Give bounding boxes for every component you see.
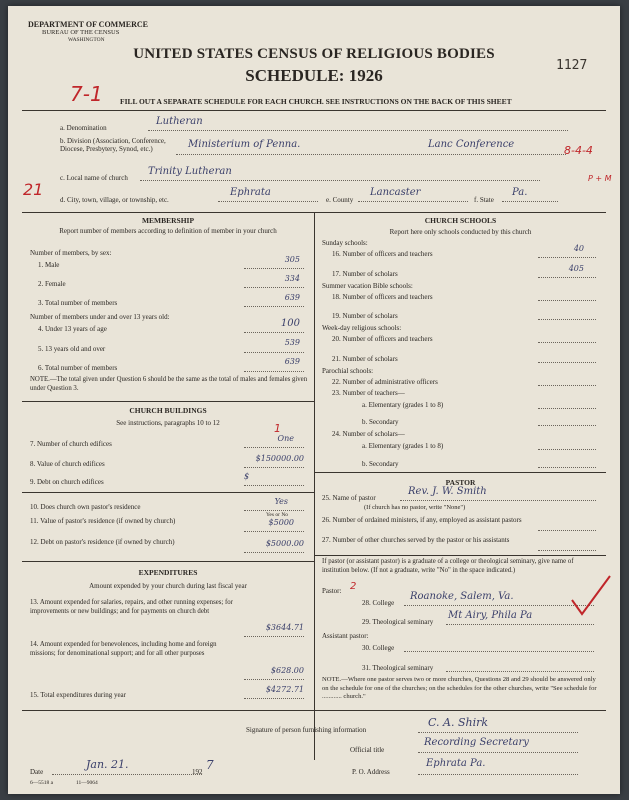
q23a-label: a. Elementary (grades 1 to 8) [362, 401, 444, 409]
q28-label: 28. College [362, 599, 395, 607]
yes-no-label: Yes or No [266, 512, 289, 518]
division-red-code: 8-4-4 [564, 144, 593, 157]
q8-value: $150000.00 [255, 454, 304, 463]
q25-label: 25. Name of pastor [322, 494, 376, 502]
buildings-red-mark: 1 [274, 422, 281, 435]
summer-label: Summer vacation Bible schools: [322, 282, 413, 290]
weekday-label: Week-day religious schools: [322, 324, 402, 332]
pastor-sub-label: Pastor: [322, 587, 342, 595]
year-suffix: 7 [206, 758, 214, 772]
asst-pastor-label: Assistant pastor: [322, 632, 369, 640]
membership-heading: MEMBERSHIP [141, 216, 195, 225]
date-value: Jan. 21. [86, 758, 129, 771]
red-check-mark [568, 572, 614, 618]
q8-label: 8. Value of church edifices [30, 460, 105, 468]
q7-value: One [277, 434, 294, 443]
pastor-heading: PASTOR [445, 478, 476, 487]
print-number: 11—9064 [76, 780, 98, 786]
q21-label: 21. Number of scholars [332, 355, 398, 363]
q6-label: 6. Total number of members [38, 364, 118, 372]
q22-label: 22. Number of administrative officers [332, 378, 438, 386]
po-address-label: P. O. Address [352, 768, 390, 776]
q29-value: Mt Airy, Phila Pa [448, 610, 533, 621]
q28-value: Roanoke, Salem, Va. [410, 591, 514, 602]
instruction-line: FILL OUT A SEPARATE SCHEDULE FOR EACH CHURCH. SEE INSTRUCTIONS ON THE BACK OF THIS SHEET [120, 97, 512, 106]
schedule-title: SCHEDULE: 1926 [245, 66, 383, 85]
q17-value: 405 [568, 264, 584, 273]
q24b-label: b. Secondary [362, 460, 399, 468]
county-value: Lancaster [370, 187, 421, 198]
q7-label: 7. Number of church edifices [30, 440, 112, 448]
division-value: Ministerium of Penna. [188, 139, 301, 150]
q18-label: 18. Number of officers and teachers [332, 293, 433, 301]
q27-label: 27. Number of other churches served by the pastor or his assistants [322, 536, 510, 544]
q9-label: 9. Debt on church edifices [30, 478, 104, 486]
q11-label: 11. Value of pastor's residence (if owned by church) [30, 517, 176, 525]
pastor-red-mark: 2 [350, 581, 357, 592]
q25-note: (If church has no pastor, write "None") [364, 504, 466, 511]
buildings-sub: See instructions, paragraphs 10 to 12 [116, 419, 220, 427]
state-value: Pa. [512, 187, 528, 198]
q10-value: Yes [274, 497, 288, 506]
q12-label: 12. Debt on pastor's residence (if owned by church) [30, 538, 175, 546]
left-red-mark: 21 [23, 180, 44, 199]
po-address-value: Ephrata Pa. [426, 758, 486, 769]
graduate-note: If pastor (or assistant pastor) is a graduate of a college or theological seminary, give name of institution below. (If not a graduate, write "No" in the space indicated.) [322, 558, 574, 574]
membership-note: NOTE.—The total given under Question 6 should be the same as the total of males and females given under Question 3. [30, 376, 308, 392]
red-code-mark: 7-1 [70, 82, 103, 106]
q23b-label: b. Secondary [362, 418, 399, 426]
form-number: 6—5518 a [30, 780, 54, 786]
bureau-label: BUREAU OF THE CENSUS [42, 29, 120, 36]
q1-label: 1. Male [38, 261, 60, 269]
q3-value: 639 [284, 293, 300, 302]
schedule-number: 1127 [556, 58, 588, 73]
q13-value: $3644.71 [265, 623, 304, 632]
q23-label: 23. Number of teachers— [332, 389, 405, 397]
city-label: WASHINGTON [68, 37, 105, 43]
under-over-label: Number of members under and over 13 years old: [30, 313, 170, 321]
q11-value: $5000 [268, 518, 294, 527]
dept-label: DEPARTMENT OF COMMERCE [28, 20, 149, 29]
membership-sub: Report number of members according to definition of member in your church [59, 227, 277, 235]
city-field-label: d. City, town, village, or township, etc. [60, 196, 169, 204]
form-title: UNITED STATES CENSUS OF RELIGIOUS BODIES [133, 46, 495, 62]
division-value-2: Lanc Conference [428, 139, 515, 150]
q5-value: 539 [284, 338, 300, 347]
denomination-value: Lutheran [156, 116, 203, 127]
q30-label: 30. College [362, 644, 395, 652]
census-schedule-sheet [8, 6, 620, 794]
signature-value: C. A. Shirk [428, 716, 489, 729]
official-title-value: Recording Secretary [424, 737, 529, 748]
q15-label: 15. Total expenditures during year [30, 691, 126, 699]
expenditures-heading: EXPENDITURES [138, 568, 198, 577]
local-name-value: Trinity Lutheran [148, 166, 232, 177]
q10-label: 10. Does church own pastor's residence [30, 503, 141, 511]
pastor-note: NOTE.—Where one pastor serves two or more churches, Questions 28 and 29 should be answered only on the schedule for one of the churches; on the schedules for the other churches, write "See schedule for ............ church." [322, 676, 597, 700]
q31-label: 31. Theological seminary [362, 664, 434, 672]
q17-label: 17. Number of scholars [332, 270, 398, 278]
q2-label: 2. Female [38, 280, 66, 288]
q4-value: 100 [280, 318, 300, 329]
state-label: f. State [474, 196, 494, 204]
q19-label: 19. Number of scholars [332, 312, 398, 320]
official-title-label: Official title [350, 746, 385, 754]
expenditures-sub: Amount expended by your church during last fiscal year [89, 582, 247, 590]
q2-value: 334 [284, 274, 300, 283]
q15-value: $4272.71 [265, 685, 304, 694]
q3-label: 3. Total number of members [38, 299, 118, 307]
q24a-label: a. Elementary (grades 1 to 8) [362, 442, 444, 450]
q13-label: 13. Amount expended for salaries, repairs, and other running expenses; for improvements or new buildings; and for payments on church debt [30, 599, 233, 615]
denomination-label: a. Denomination [60, 124, 107, 132]
q26-label: 26. Number of ordained ministers, if any, employed as assistant pastors [322, 516, 522, 524]
q16-value: 40 [573, 244, 584, 253]
schools-heading: CHURCH SCHOOLS [424, 216, 497, 225]
q12-value: $5000.00 [265, 539, 304, 548]
q25-value: Rev. J. W. Smith [408, 486, 487, 497]
by-sex-label: Number of members, by sex: [30, 249, 112, 257]
city-field-value: Ephrata [230, 187, 271, 198]
q6-value: 639 [284, 357, 300, 366]
county-label: e. County [326, 196, 354, 204]
division-label: b. Division (Association, Conference, Diocese, Presbytery, Synod, etc.) [60, 137, 166, 153]
year-prefix: 192 [192, 768, 203, 776]
q24-label: 24. Number of scholars— [332, 430, 405, 438]
q14-label: 14. Amount expended for benevolences, including home and foreign missions; for denominational support; and for all other purposes [30, 641, 217, 657]
q9-value: $ [244, 472, 250, 481]
parochial-label: Parochial schools: [322, 367, 374, 375]
sunday-label: Sunday schools: [322, 239, 368, 247]
q14-value: $628.00 [270, 666, 304, 675]
q4-label: 4. Under 13 years of age [38, 325, 107, 333]
date-label: Date [30, 768, 44, 776]
local-name-label: c. Local name of church [60, 174, 128, 182]
q20-label: 20. Number of officers and teachers [332, 335, 433, 343]
schools-sub: Report here only schools conducted by this church [389, 228, 532, 236]
q5-label: 5. 13 years old and over [38, 345, 106, 353]
right-red-mark: P + M [588, 174, 612, 183]
q16-label: 16. Number of officers and teachers [332, 250, 433, 258]
buildings-heading: CHURCH BUILDINGS [129, 406, 207, 415]
q29-label: 29. Theological seminary [362, 618, 434, 626]
q1-value: 305 [284, 255, 300, 264]
signature-label: Signature of person furnishing information [246, 726, 367, 734]
